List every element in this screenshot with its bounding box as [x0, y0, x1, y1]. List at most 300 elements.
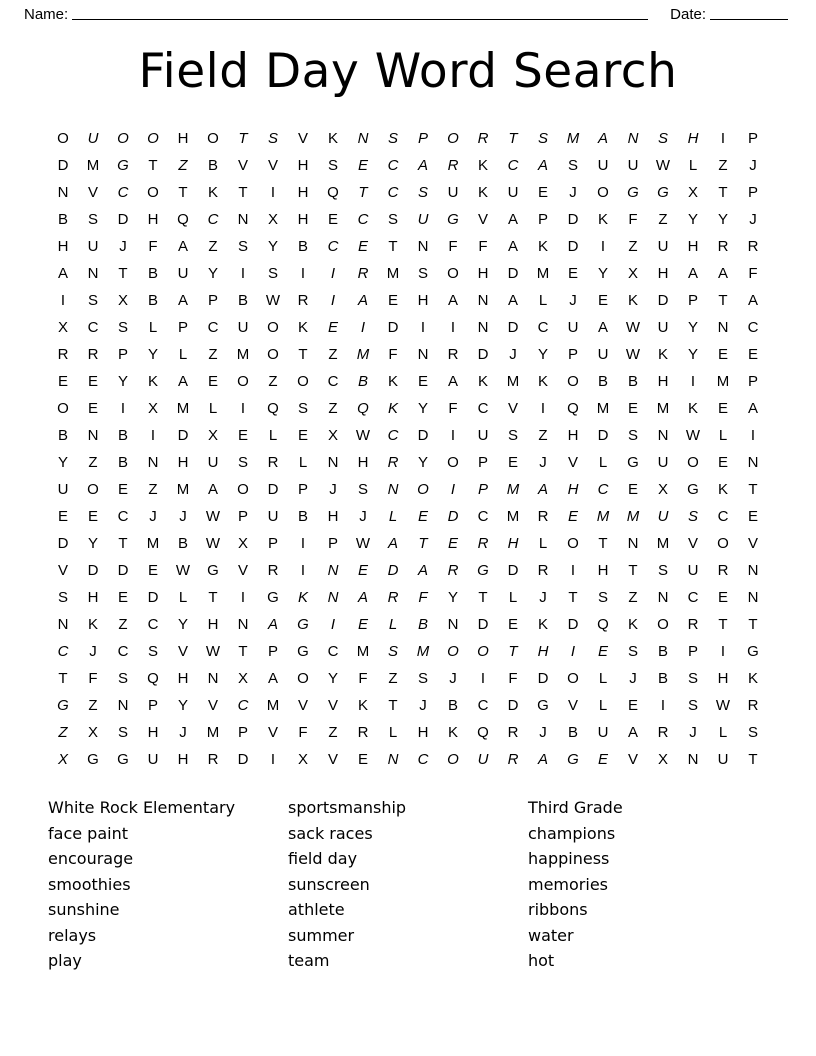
- grid-cell[interactable]: Z: [88, 697, 98, 715]
- grid-cell[interactable]: D: [567, 238, 579, 256]
- grid-cell[interactable]: X: [207, 427, 218, 445]
- grid-cell[interactable]: C: [327, 238, 339, 256]
- grid-cell[interactable]: S: [597, 589, 608, 607]
- grid-cell[interactable]: A: [507, 211, 518, 229]
- grid-cell[interactable]: U: [717, 751, 729, 769]
- grid-cell[interactable]: W: [685, 427, 701, 445]
- grid-cell[interactable]: R: [537, 562, 549, 580]
- grid-cell[interactable]: E: [627, 697, 638, 715]
- grid-cell[interactable]: M: [536, 265, 550, 283]
- grid-cell[interactable]: O: [57, 130, 69, 148]
- grid-cell[interactable]: O: [237, 373, 249, 391]
- grid-cell[interactable]: I: [480, 670, 486, 688]
- grid-cell[interactable]: R: [657, 724, 669, 742]
- grid-cell[interactable]: Q: [357, 400, 369, 418]
- grid-cell[interactable]: C: [687, 589, 699, 607]
- grid-cell[interactable]: D: [477, 346, 489, 364]
- grid-cell[interactable]: C: [327, 373, 339, 391]
- grid-cell[interactable]: P: [177, 319, 188, 337]
- grid-cell[interactable]: H: [537, 643, 549, 661]
- grid-cell[interactable]: M: [716, 373, 730, 391]
- grid-cell[interactable]: D: [447, 508, 459, 526]
- grid-cell[interactable]: S: [627, 643, 638, 661]
- grid-cell[interactable]: N: [117, 697, 129, 715]
- grid-cell[interactable]: E: [87, 373, 98, 391]
- grid-cell[interactable]: N: [327, 589, 339, 607]
- grid-cell[interactable]: C: [87, 319, 99, 337]
- grid-cell[interactable]: M: [656, 400, 670, 418]
- grid-cell[interactable]: I: [120, 400, 126, 418]
- grid-cell[interactable]: D: [117, 211, 129, 229]
- grid-cell[interactable]: U: [657, 319, 669, 337]
- grid-cell[interactable]: U: [477, 751, 489, 769]
- grid-cell[interactable]: E: [447, 535, 458, 553]
- grid-cell[interactable]: O: [567, 670, 579, 688]
- grid-cell[interactable]: Q: [147, 670, 159, 688]
- grid-cell[interactable]: E: [717, 454, 728, 472]
- grid-cell[interactable]: O: [567, 373, 579, 391]
- grid-cell[interactable]: P: [537, 211, 548, 229]
- grid-cell[interactable]: E: [327, 211, 338, 229]
- grid-cell[interactable]: G: [297, 616, 309, 634]
- grid-cell[interactable]: B: [147, 265, 158, 283]
- grid-cell[interactable]: H: [297, 184, 309, 202]
- grid-cell[interactable]: E: [117, 589, 128, 607]
- grid-cell[interactable]: J: [539, 724, 547, 742]
- grid-cell[interactable]: T: [238, 184, 248, 202]
- grid-cell[interactable]: E: [417, 508, 428, 526]
- grid-cell[interactable]: Y: [57, 454, 68, 472]
- grid-cell[interactable]: Z: [538, 427, 548, 445]
- grid-cell[interactable]: I: [330, 292, 336, 310]
- grid-cell[interactable]: T: [508, 643, 518, 661]
- grid-cell[interactable]: W: [205, 535, 221, 553]
- grid-cell[interactable]: L: [388, 724, 398, 742]
- grid-cell[interactable]: C: [207, 319, 219, 337]
- grid-cell[interactable]: X: [237, 670, 248, 688]
- grid-cell[interactable]: S: [627, 427, 638, 445]
- grid-cell[interactable]: D: [507, 265, 519, 283]
- grid-cell[interactable]: R: [717, 238, 729, 256]
- grid-cell[interactable]: P: [477, 454, 488, 472]
- grid-cell[interactable]: T: [388, 697, 398, 715]
- grid-cell[interactable]: S: [417, 265, 428, 283]
- grid-cell[interactable]: P: [117, 346, 128, 364]
- grid-cell[interactable]: J: [749, 157, 757, 175]
- grid-cell[interactable]: J: [569, 292, 577, 310]
- grid-cell[interactable]: V: [237, 562, 248, 580]
- grid-cell[interactable]: Q: [567, 400, 579, 418]
- grid-cell[interactable]: Y: [177, 616, 188, 634]
- grid-cell[interactable]: U: [207, 454, 219, 472]
- grid-cell[interactable]: F: [358, 670, 368, 688]
- grid-cell[interactable]: A: [177, 238, 188, 256]
- grid-cell[interactable]: K: [627, 292, 638, 310]
- grid-cell[interactable]: D: [657, 292, 669, 310]
- grid-cell[interactable]: H: [567, 427, 579, 445]
- grid-cell[interactable]: R: [387, 589, 399, 607]
- grid-cell[interactable]: G: [537, 697, 549, 715]
- grid-cell[interactable]: X: [297, 751, 308, 769]
- grid-cell[interactable]: U: [597, 346, 609, 364]
- grid-cell[interactable]: I: [300, 562, 306, 580]
- grid-cell[interactable]: C: [357, 211, 369, 229]
- grid-cell[interactable]: D: [567, 211, 579, 229]
- grid-cell[interactable]: U: [657, 508, 669, 526]
- grid-cell[interactable]: Q: [597, 616, 609, 634]
- grid-cell[interactable]: V: [327, 751, 338, 769]
- grid-cell[interactable]: M: [626, 508, 640, 526]
- grid-cell[interactable]: I: [330, 265, 336, 283]
- grid-cell[interactable]: S: [657, 130, 668, 148]
- grid-cell[interactable]: C: [237, 697, 249, 715]
- grid-cell[interactable]: T: [568, 589, 578, 607]
- grid-cell[interactable]: W: [175, 562, 191, 580]
- grid-cell[interactable]: U: [597, 157, 609, 175]
- grid-cell[interactable]: N: [207, 670, 219, 688]
- grid-cell[interactable]: N: [417, 238, 429, 256]
- grid-cell[interactable]: K: [477, 184, 488, 202]
- grid-cell[interactable]: J: [359, 508, 367, 526]
- grid-cell[interactable]: L: [538, 292, 548, 310]
- grid-cell[interactable]: H: [477, 265, 489, 283]
- grid-cell[interactable]: H: [177, 454, 189, 472]
- grid-cell[interactable]: G: [477, 562, 489, 580]
- grid-cell[interactable]: C: [117, 643, 129, 661]
- grid-cell[interactable]: M: [176, 481, 190, 499]
- grid-cell[interactable]: R: [357, 724, 369, 742]
- grid-cell[interactable]: L: [688, 157, 698, 175]
- grid-cell[interactable]: L: [508, 589, 518, 607]
- grid-cell[interactable]: M: [206, 724, 220, 742]
- grid-cell[interactable]: G: [87, 751, 99, 769]
- grid-cell[interactable]: J: [149, 508, 157, 526]
- grid-cell[interactable]: A: [267, 670, 278, 688]
- grid-cell[interactable]: A: [747, 292, 758, 310]
- grid-cell[interactable]: R: [477, 130, 489, 148]
- grid-cell[interactable]: H: [417, 724, 429, 742]
- grid-cell[interactable]: C: [207, 211, 219, 229]
- grid-cell[interactable]: O: [147, 130, 159, 148]
- grid-cell[interactable]: Y: [597, 265, 608, 283]
- grid-cell[interactable]: K: [447, 724, 458, 742]
- grid-cell[interactable]: T: [58, 670, 68, 688]
- grid-cell[interactable]: S: [687, 508, 698, 526]
- grid-cell[interactable]: K: [147, 373, 158, 391]
- grid-cell[interactable]: M: [656, 535, 670, 553]
- grid-cell[interactable]: D: [57, 157, 69, 175]
- grid-cell[interactable]: J: [119, 238, 127, 256]
- grid-cell[interactable]: T: [748, 616, 758, 634]
- grid-cell[interactable]: I: [240, 589, 246, 607]
- grid-cell[interactable]: R: [507, 724, 519, 742]
- grid-cell[interactable]: T: [718, 184, 728, 202]
- grid-cell[interactable]: P: [297, 481, 308, 499]
- grid-cell[interactable]: F: [148, 238, 158, 256]
- grid-cell[interactable]: S: [237, 454, 248, 472]
- grid-cell[interactable]: P: [567, 346, 578, 364]
- grid-cell[interactable]: I: [300, 265, 306, 283]
- grid-cell[interactable]: L: [148, 319, 158, 337]
- grid-cell[interactable]: G: [687, 481, 699, 499]
- grid-cell[interactable]: B: [57, 211, 68, 229]
- grid-cell[interactable]: S: [357, 481, 368, 499]
- grid-cell[interactable]: V: [297, 697, 308, 715]
- grid-cell[interactable]: A: [177, 292, 188, 310]
- grid-cell[interactable]: U: [267, 508, 279, 526]
- grid-cell[interactable]: A: [537, 751, 548, 769]
- grid-cell[interactable]: E: [357, 238, 368, 256]
- grid-cell[interactable]: E: [387, 292, 398, 310]
- grid-cell[interactable]: Q: [267, 400, 279, 418]
- grid-cell[interactable]: Y: [687, 346, 698, 364]
- grid-cell[interactable]: R: [477, 535, 489, 553]
- grid-cell[interactable]: S: [57, 589, 68, 607]
- grid-cell[interactable]: B: [117, 427, 128, 445]
- grid-cell[interactable]: A: [447, 373, 458, 391]
- grid-cell[interactable]: K: [747, 670, 758, 688]
- grid-cell[interactable]: A: [537, 481, 548, 499]
- grid-cell[interactable]: V: [477, 211, 488, 229]
- grid-cell[interactable]: H: [717, 670, 729, 688]
- grid-cell[interactable]: K: [387, 373, 398, 391]
- grid-cell[interactable]: N: [627, 130, 639, 148]
- grid-cell[interactable]: M: [86, 157, 100, 175]
- grid-cell[interactable]: U: [657, 238, 669, 256]
- grid-cell[interactable]: I: [450, 319, 456, 337]
- grid-cell[interactable]: R: [57, 346, 69, 364]
- grid-cell[interactable]: D: [147, 589, 159, 607]
- grid-cell[interactable]: G: [567, 751, 579, 769]
- grid-cell[interactable]: C: [747, 319, 759, 337]
- grid-cell[interactable]: R: [357, 265, 369, 283]
- grid-cell[interactable]: S: [657, 562, 668, 580]
- grid-cell[interactable]: O: [237, 481, 249, 499]
- grid-cell[interactable]: M: [506, 373, 520, 391]
- grid-cell[interactable]: A: [57, 265, 68, 283]
- grid-cell[interactable]: E: [597, 292, 608, 310]
- grid-cell[interactable]: V: [567, 697, 578, 715]
- grid-cell[interactable]: H: [177, 130, 189, 148]
- grid-cell[interactable]: Y: [207, 265, 218, 283]
- grid-cell[interactable]: B: [657, 670, 668, 688]
- grid-cell[interactable]: T: [388, 238, 398, 256]
- grid-cell[interactable]: A: [267, 616, 278, 634]
- grid-cell[interactable]: Q: [177, 211, 189, 229]
- grid-cell[interactable]: I: [690, 373, 696, 391]
- grid-cell[interactable]: O: [447, 265, 459, 283]
- grid-cell[interactable]: D: [177, 427, 189, 445]
- grid-cell[interactable]: B: [207, 157, 218, 175]
- grid-cell[interactable]: E: [327, 319, 338, 337]
- grid-cell[interactable]: R: [447, 157, 459, 175]
- grid-cell[interactable]: H: [57, 238, 69, 256]
- grid-cell[interactable]: K: [627, 616, 638, 634]
- grid-cell[interactable]: P: [747, 130, 758, 148]
- grid-cell[interactable]: N: [237, 616, 249, 634]
- grid-cell[interactable]: E: [87, 508, 98, 526]
- grid-cell[interactable]: M: [506, 508, 520, 526]
- grid-cell[interactable]: H: [87, 589, 99, 607]
- grid-cell[interactable]: U: [507, 184, 519, 202]
- grid-cell[interactable]: N: [327, 562, 339, 580]
- grid-cell[interactable]: V: [267, 724, 278, 742]
- grid-cell[interactable]: S: [387, 211, 398, 229]
- grid-cell[interactable]: A: [507, 292, 518, 310]
- grid-cell[interactable]: K: [477, 373, 488, 391]
- grid-cell[interactable]: E: [237, 427, 248, 445]
- grid-cell[interactable]: W: [655, 157, 671, 175]
- grid-cell[interactable]: C: [147, 616, 159, 634]
- grid-cell[interactable]: N: [147, 454, 159, 472]
- grid-cell[interactable]: E: [597, 751, 608, 769]
- grid-cell[interactable]: H: [177, 670, 189, 688]
- grid-cell[interactable]: J: [449, 670, 457, 688]
- grid-cell[interactable]: B: [417, 616, 428, 634]
- grid-cell[interactable]: C: [117, 184, 129, 202]
- grid-cell[interactable]: X: [267, 211, 278, 229]
- grid-cell[interactable]: A: [747, 400, 758, 418]
- grid-cell[interactable]: R: [297, 292, 309, 310]
- grid-cell[interactable]: I: [720, 130, 726, 148]
- grid-cell[interactable]: H: [357, 454, 369, 472]
- grid-cell[interactable]: M: [596, 400, 610, 418]
- grid-cell[interactable]: D: [87, 562, 99, 580]
- grid-cell[interactable]: Z: [328, 400, 338, 418]
- grid-cell[interactable]: V: [507, 400, 518, 418]
- grid-cell[interactable]: G: [627, 184, 639, 202]
- grid-cell[interactable]: N: [447, 616, 459, 634]
- grid-cell[interactable]: K: [657, 346, 668, 364]
- grid-cell[interactable]: F: [388, 346, 398, 364]
- grid-cell[interactable]: G: [117, 751, 129, 769]
- grid-cell[interactable]: Y: [147, 346, 158, 364]
- grid-cell[interactable]: Z: [178, 157, 188, 175]
- grid-cell[interactable]: H: [687, 130, 699, 148]
- grid-cell[interactable]: R: [537, 508, 549, 526]
- grid-cell[interactable]: V: [687, 535, 698, 553]
- grid-cell[interactable]: E: [717, 589, 728, 607]
- grid-cell[interactable]: Y: [177, 697, 188, 715]
- grid-cell[interactable]: N: [357, 130, 369, 148]
- grid-cell[interactable]: D: [387, 562, 399, 580]
- grid-cell[interactable]: E: [357, 157, 368, 175]
- grid-cell[interactable]: E: [357, 751, 368, 769]
- grid-cell[interactable]: E: [567, 265, 578, 283]
- grid-cell[interactable]: L: [388, 508, 398, 526]
- grid-cell[interactable]: E: [717, 346, 728, 364]
- grid-cell[interactable]: H: [297, 211, 309, 229]
- grid-cell[interactable]: B: [597, 373, 608, 391]
- grid-cell[interactable]: L: [178, 346, 188, 364]
- grid-cell[interactable]: S: [237, 238, 248, 256]
- grid-cell[interactable]: U: [687, 562, 699, 580]
- grid-cell[interactable]: H: [327, 508, 339, 526]
- grid-cell[interactable]: E: [537, 184, 548, 202]
- grid-cell[interactable]: U: [57, 481, 69, 499]
- grid-cell[interactable]: X: [117, 292, 128, 310]
- grid-cell[interactable]: K: [477, 157, 488, 175]
- grid-cell[interactable]: D: [477, 616, 489, 634]
- grid-cell[interactable]: V: [297, 130, 308, 148]
- grid-cell[interactable]: V: [327, 697, 338, 715]
- grid-cell[interactable]: P: [687, 643, 698, 661]
- grid-cell[interactable]: G: [747, 643, 759, 661]
- grid-cell[interactable]: H: [657, 265, 669, 283]
- grid-cell[interactable]: C: [597, 481, 609, 499]
- grid-cell[interactable]: I: [60, 292, 66, 310]
- grid-cell[interactable]: W: [715, 697, 731, 715]
- grid-cell[interactable]: J: [539, 454, 547, 472]
- grid-cell[interactable]: B: [657, 643, 668, 661]
- grid-cell[interactable]: V: [267, 157, 278, 175]
- grid-cell[interactable]: L: [388, 616, 398, 634]
- grid-cell[interactable]: L: [598, 454, 608, 472]
- grid-cell[interactable]: N: [687, 751, 699, 769]
- grid-cell[interactable]: X: [87, 724, 98, 742]
- grid-cell[interactable]: S: [117, 724, 128, 742]
- grid-cell[interactable]: Z: [208, 238, 218, 256]
- grid-cell[interactable]: E: [627, 481, 638, 499]
- grid-cell[interactable]: V: [87, 184, 98, 202]
- grid-cell[interactable]: F: [628, 211, 638, 229]
- grid-cell[interactable]: V: [237, 157, 248, 175]
- grid-cell[interactable]: S: [147, 643, 158, 661]
- grid-cell[interactable]: E: [507, 454, 518, 472]
- grid-cell[interactable]: S: [417, 670, 428, 688]
- grid-cell[interactable]: H: [147, 211, 159, 229]
- grid-cell[interactable]: M: [506, 481, 520, 499]
- grid-cell[interactable]: O: [657, 616, 669, 634]
- grid-cell[interactable]: K: [387, 400, 398, 418]
- grid-cell[interactable]: S: [687, 697, 698, 715]
- grid-cell[interactable]: N: [657, 589, 669, 607]
- grid-cell[interactable]: A: [507, 238, 518, 256]
- grid-cell[interactable]: F: [448, 238, 458, 256]
- grid-cell[interactable]: G: [267, 589, 279, 607]
- grid-cell[interactable]: Y: [267, 238, 278, 256]
- grid-cell[interactable]: M: [266, 697, 280, 715]
- grid-cell[interactable]: Z: [658, 211, 668, 229]
- grid-cell[interactable]: R: [267, 562, 279, 580]
- grid-cell[interactable]: J: [749, 211, 757, 229]
- grid-cell[interactable]: I: [270, 184, 276, 202]
- grid-cell[interactable]: I: [240, 400, 246, 418]
- grid-cell[interactable]: M: [146, 535, 160, 553]
- grid-cell[interactable]: X: [687, 184, 698, 202]
- grid-cell[interactable]: K: [297, 319, 308, 337]
- grid-cell[interactable]: C: [477, 697, 489, 715]
- grid-cell[interactable]: D: [117, 562, 129, 580]
- grid-cell[interactable]: L: [718, 724, 728, 742]
- grid-cell[interactable]: V: [177, 643, 188, 661]
- grid-cell[interactable]: V: [747, 535, 758, 553]
- grid-cell[interactable]: R: [507, 751, 519, 769]
- grid-cell[interactable]: W: [355, 535, 371, 553]
- grid-cell[interactable]: H: [507, 535, 519, 553]
- grid-cell[interactable]: N: [87, 265, 99, 283]
- grid-cell[interactable]: W: [205, 508, 221, 526]
- grid-cell[interactable]: A: [597, 319, 608, 337]
- grid-cell[interactable]: U: [417, 211, 429, 229]
- grid-cell[interactable]: S: [327, 157, 338, 175]
- grid-cell[interactable]: L: [718, 427, 728, 445]
- grid-cell[interactable]: E: [507, 616, 518, 634]
- grid-cell[interactable]: U: [147, 751, 159, 769]
- grid-cell[interactable]: D: [57, 535, 69, 553]
- grid-cell[interactable]: Y: [87, 535, 98, 553]
- grid-cell[interactable]: T: [178, 184, 188, 202]
